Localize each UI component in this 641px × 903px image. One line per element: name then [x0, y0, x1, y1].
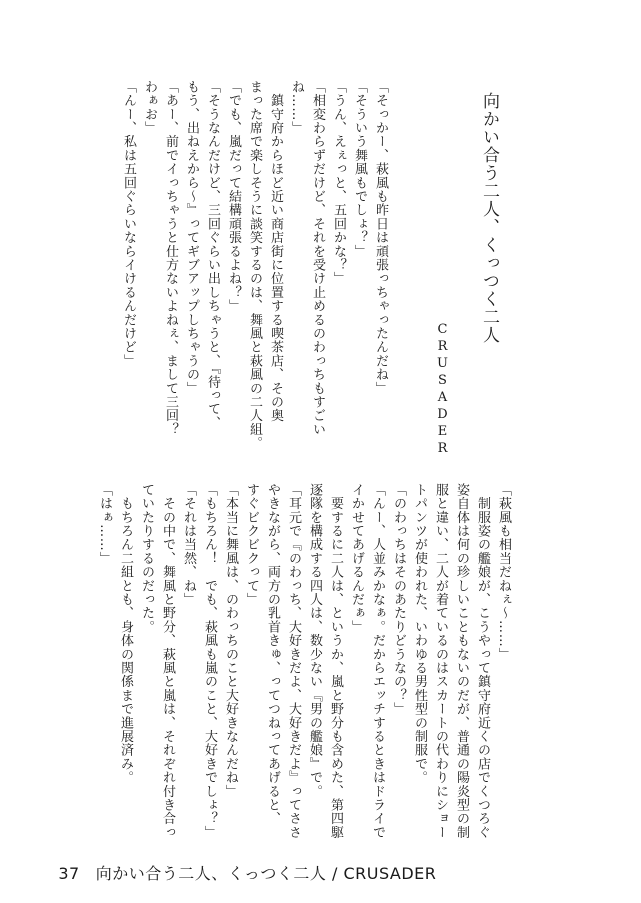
text-line: イかせてあげるんだぁ」 — [349, 483, 364, 634]
text-line: 服と違い、二人が着ているのはスカートの代わりにショー — [433, 483, 448, 840]
text-line: 鎮守府からほど近い商店街に位置する喫茶店、その奥 — [268, 80, 283, 423]
text-line: ね……」 — [289, 80, 304, 135]
text-line: 「もちろん！ でも、萩風も嵐のこと、大好きでしょ？」 — [202, 483, 217, 840]
text-line: 「相変わらずだけど、それを受け止めるのわっちもすごい — [310, 80, 325, 437]
page-number: 37 — [58, 864, 80, 883]
text-line: 逐隊を構成する四人は、数少ない『男の艦娘』で。 — [307, 483, 322, 799]
text-line: 「あー、前でイっちゃうと仕方ないよねぇ、まして三回？ — [163, 80, 178, 437]
text-line: 「んー、私は五回ぐらいならイけるんだけど」 — [121, 80, 136, 368]
text-line: わぁお」 — [142, 80, 157, 135]
text-line: 「でも、嵐だって結構頑張るよね？」 — [226, 80, 241, 313]
text-line: やきながら、両方の乳首きゅ、ってつねってあげると、 — [265, 483, 280, 826]
bottom-text-block — [94, 483, 514, 840]
text-line: 「そういう舞風もでしょ？」 — [352, 80, 367, 259]
text-line: 「耳元で『のわっち、大好きだよ、大好きだよ』ってささ — [286, 483, 301, 840]
text-line: 「んー、人並みかなぁ。だからエッチするときはドライで — [370, 483, 385, 840]
text-line: 要するに二人は、というか、嵐と野分も含めた、第四駆 — [328, 483, 343, 840]
text-line: ていたりするのだった。 — [139, 483, 154, 634]
text-line: 「のわっちはそのあたりどうなの？」 — [391, 483, 406, 716]
text-line: すぐビクビクって」 — [244, 483, 259, 607]
story-title: 向かい合う二人、くっつく二人 — [479, 92, 499, 344]
text-line: 姿自体は何の珍しいこともないのだが、普通の陽炎型の制 — [454, 483, 469, 840]
text-line: 「そっかー、萩風も昨日は頑張っちゃったんだね」 — [373, 80, 388, 396]
text-line: もちろん二組とも、身体の関係まで進展済み。 — [118, 483, 133, 785]
text-line: 「本当に舞風は、のわっちのこと大好きなんだね」 — [223, 483, 238, 799]
text-line: もう、出ねえから～』ってギブアップしちゃうの」 — [184, 80, 199, 396]
text-line: その中で、舞風と野分、萩風と嵐は、それぞれ付き合っ — [160, 483, 175, 840]
page-footer — [36, 842, 436, 903]
text-line: まった席で楽しそうに談笑するのは、舞風と萩風の二人組。 — [247, 80, 262, 450]
text-line: 「萩風も相当だねぇ～……」 — [496, 483, 511, 662]
text-line: 「それは当然、ね」 — [181, 483, 196, 607]
running-title: 向かい合う二人、くっつく二人 / CRUSADER — [95, 864, 437, 883]
text-line: トパンツが使われた、いわゆる男性型の制服で。 — [412, 483, 427, 785]
text-line: 「そうなんだけど、三回ぐらい出しちゃうと、『待って、 — [205, 80, 220, 430]
story-author: CRUSADER — [435, 322, 450, 458]
text-line: 制服姿の艦娘が、こうやって鎮守府近くの店でくつろぐ — [475, 483, 490, 840]
text-line: 「はぁ……」 — [97, 483, 112, 566]
top-text-block — [118, 80, 391, 460]
text-line: 「うん、えぇっと、五回かな？」 — [331, 80, 346, 286]
